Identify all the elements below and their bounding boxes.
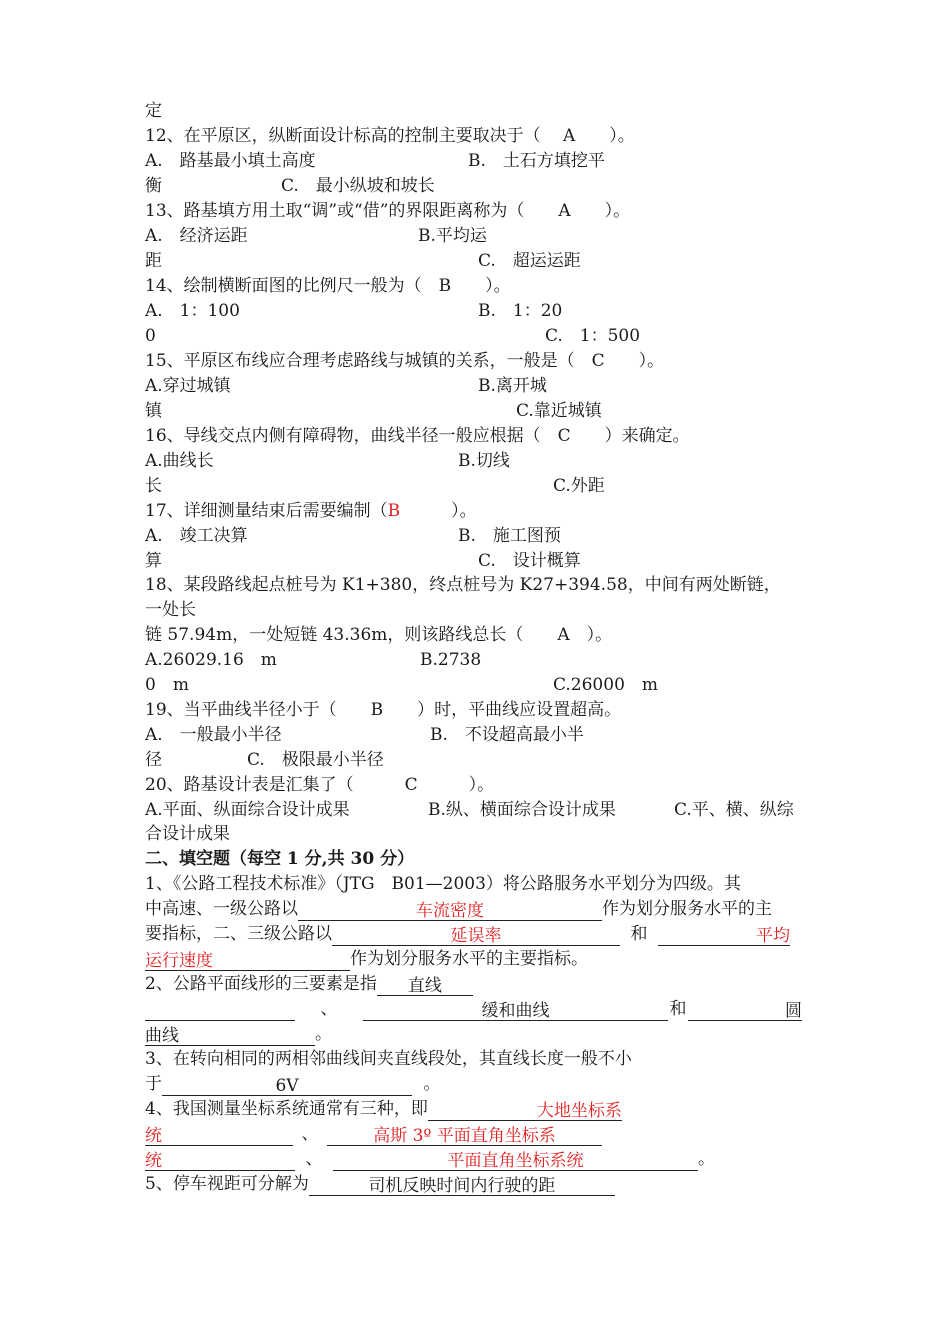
option-a: A. 经济运距 xyxy=(145,226,248,246)
option-a: A.26029.16 m xyxy=(145,650,277,670)
answer-blank: 统 xyxy=(145,1124,293,1146)
answer-blank: 6V xyxy=(162,1074,412,1096)
fill-question-3: 3、在转向相同的两相邻曲线间夹直线段处，其直线长度一般不小 xyxy=(145,1049,632,1069)
text-line: 曲线 。 xyxy=(145,1024,332,1046)
text-line: 链 57.94m，一处短链 43.36m，则该路线总长（ A ）。 xyxy=(145,625,613,645)
question-19: 19、当平曲线半径小于（ B ）时，平曲线应设置超高。 xyxy=(145,700,622,720)
option-c: C. 超运运距 xyxy=(478,251,581,271)
option-b: B.切线 xyxy=(458,451,510,471)
text-line: 于 6V 。 xyxy=(145,1074,441,1096)
question-15: 15、平原区布线应合理考虑路线与城镇的关系，一般是（ C ）。 xyxy=(145,351,665,371)
option-c-line: 径 C. 极限最小半径 xyxy=(145,750,384,770)
option-a: A. 路基最小填土高度 xyxy=(145,151,316,171)
option-c: C.26000 m xyxy=(553,675,659,695)
option-a: A. 1：100 xyxy=(145,301,240,321)
text-line: 长 xyxy=(145,476,162,496)
option-a: A.穿过城镇 xyxy=(145,376,231,396)
answer-blank: 司机反映时间内行驶的距 xyxy=(309,1174,615,1196)
answer-blank: 直线 xyxy=(377,974,473,996)
answer-blank: 平面直角坐标系统 xyxy=(333,1149,698,1171)
fill-question-2: 2、公路平面线形的三要素是指 直线 xyxy=(145,972,473,996)
text-line: 距 xyxy=(145,251,162,271)
option-c: C.靠近城镇 xyxy=(516,401,602,421)
option-a: A. 一般最小半径 xyxy=(145,725,282,745)
text-line: 算 xyxy=(145,551,162,571)
text-line: 合设计成果 xyxy=(145,824,230,844)
fill-question-4: 4、我国测量坐标系统通常有三种，即 大地坐标系 xyxy=(145,1099,622,1121)
answer-blank: 曲线 xyxy=(145,1024,315,1046)
answer-blank: 大地坐标系 xyxy=(428,1099,622,1121)
answer-blank: 车流密度 xyxy=(298,899,602,921)
answer-blank: 平均 xyxy=(658,924,790,946)
option-b: B. 土石方填挖平 xyxy=(468,151,605,171)
option-c: C.平、横、纵综 xyxy=(674,800,794,820)
text-line: 0 xyxy=(145,326,156,346)
option-c: C. 设计概算 xyxy=(478,551,581,571)
text-line: 0 m xyxy=(145,675,189,695)
option-b: B.平均运 xyxy=(418,226,487,246)
text-line: 要指标，二、三级公路以 延误率 和 平均 xyxy=(145,924,790,946)
answer-blank: 运行速度 xyxy=(145,949,350,971)
text-line: 一处长 xyxy=(145,600,196,620)
answer-blank xyxy=(145,999,295,1021)
option-b: B. 1：20 xyxy=(478,301,563,321)
question-14: 14、绘制横断面图的比例尺一般为（ B ）。 xyxy=(145,276,511,296)
text-line: 、 缓和曲线 和 圆 xyxy=(145,997,802,1021)
option-b: B.离开城 xyxy=(478,376,547,396)
answer-blank: 延误率 xyxy=(332,924,620,946)
text-line: 定 xyxy=(145,101,162,121)
option-c-line: 衡 C. 最小纵坡和坡长 xyxy=(145,176,435,196)
option-b: B.2738 xyxy=(420,650,482,670)
text-line: 统 、 平面直角坐标系统 。 xyxy=(145,1149,715,1171)
answer-blank: 高斯 3º 平面直角坐标系 xyxy=(327,1124,602,1146)
option-a: A.平面、纵面综合设计成果 xyxy=(145,800,350,820)
question-18: 18、某段路线起点桩号为 K1+380，终点桩号为 K27+394.58，中间有两处断链， xyxy=(145,575,781,595)
text-line: 镇 xyxy=(145,401,162,421)
option-c: C.外距 xyxy=(553,476,605,496)
question-20: 20、路基设计表是汇集了（ C ）。 xyxy=(145,775,495,795)
fill-question-5: 5、停车视距可分解为 司机反映时间内行驶的距 xyxy=(145,1172,615,1196)
answer-blank: 圆 xyxy=(688,999,802,1021)
option-b: B. 不设超高最小半 xyxy=(430,725,584,745)
option-a: A. 竣工决算 xyxy=(145,526,248,546)
option-a: A.曲线长 xyxy=(145,451,214,471)
fill-question-1: 1、《公路工程技术标准》（JTG B01—2003）将公路服务水平划分为四级。其 xyxy=(145,874,741,894)
answer-blank: 缓和曲线 xyxy=(363,999,668,1021)
question-16: 16、导线交点内侧有障碍物，曲线半径一般应根据（ C ）来确定。 xyxy=(145,426,690,446)
answer-text: B xyxy=(387,501,401,521)
option-c: C. 1：500 xyxy=(545,326,641,346)
option-b: B.纵、横面综合设计成果 xyxy=(428,800,616,820)
question-12: 12、在平原区，纵断面设计标高的控制主要取决于（ A ）。 xyxy=(145,126,635,146)
answer-blank: 统 xyxy=(145,1149,295,1171)
text-line: 中高速、一级公路以 车流密度 作为划分服务水平的主 xyxy=(145,899,772,921)
text-line: 统 、 高斯 3º 平面直角坐标系 xyxy=(145,1122,602,1146)
question-13: 13、路基填方用土取“调”或“借”的界限距离称为（ A ）。 xyxy=(145,201,631,221)
option-b: B. 施工图预 xyxy=(458,526,561,546)
section-heading: 二、填空题（每空 1 分,共 30 分） xyxy=(145,849,415,869)
text-line: 运行速度 作为划分服务水平的主要指标。 xyxy=(145,949,588,971)
question-17: 17、详细测量结束后需要编制（B ）。 xyxy=(145,501,477,521)
